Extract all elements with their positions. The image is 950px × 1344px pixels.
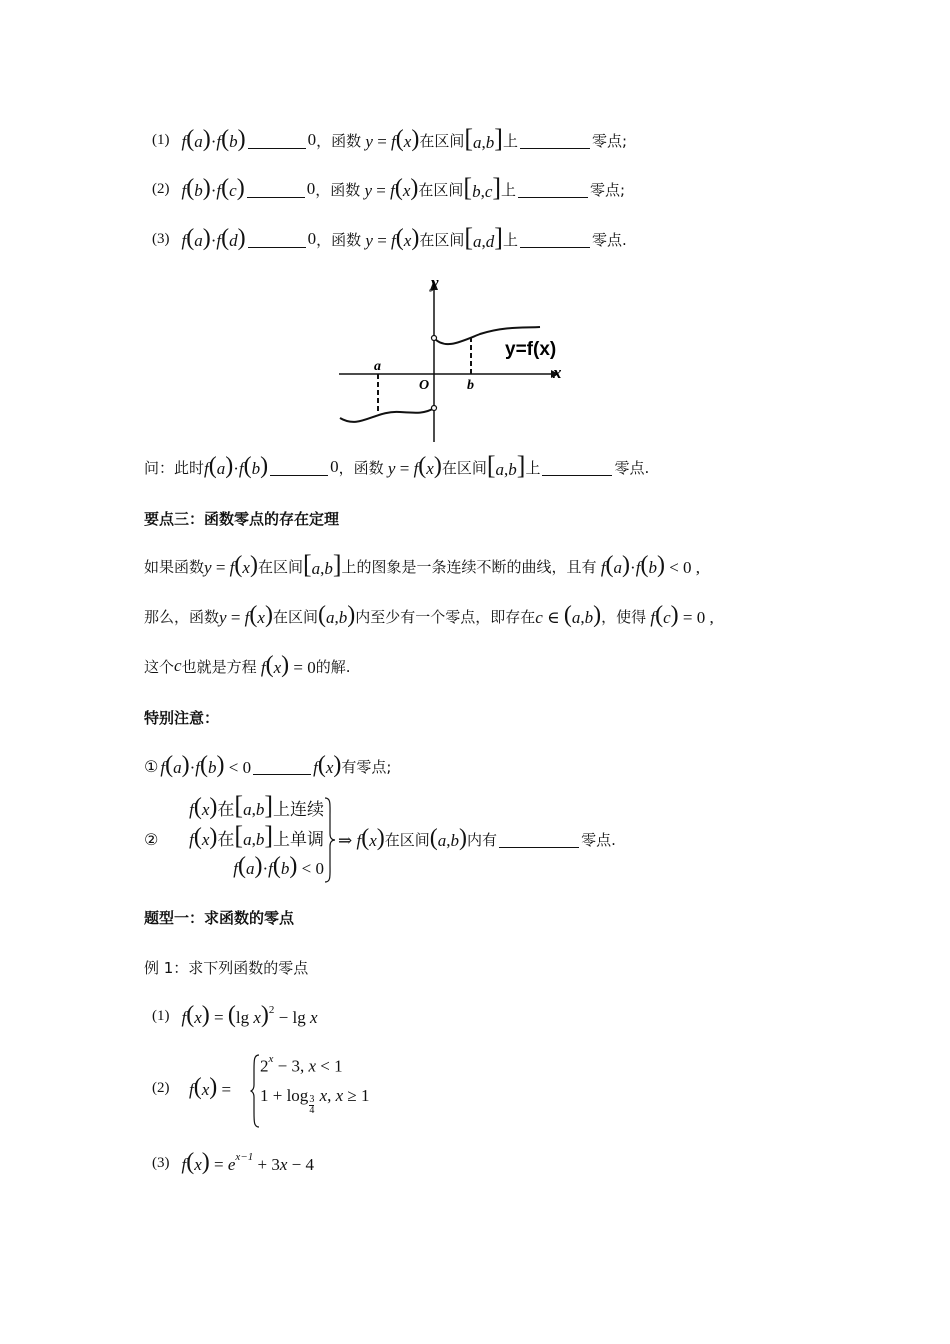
- answer-blank[interactable]: [248, 132, 306, 149]
- math-expression: f(a)·f(b) < 0 ,: [600, 552, 701, 578]
- text: 在区间: [257, 557, 303, 576]
- example-item-1: [152, 1001, 318, 1031]
- math-expression: f(a)·f(b): [204, 453, 269, 479]
- notice-title: 特别注意：: [144, 708, 220, 727]
- interval: (a,b): [317, 602, 356, 628]
- text: 零点.: [591, 230, 627, 249]
- answer-blank[interactable]: [518, 181, 588, 198]
- math-expression: y = f(x): [387, 453, 442, 479]
- answer-blank[interactable]: [248, 231, 306, 248]
- zero-value: 0: [307, 229, 317, 248]
- example-item-3: [152, 1148, 314, 1178]
- piece-2: 1 + log $\frac{3}{4}$ x, x ≥ 1: [260, 1086, 370, 1116]
- interval: [a,b]: [486, 451, 526, 480]
- text: 的解.: [315, 657, 351, 676]
- text: 在: [217, 830, 235, 849]
- text: 在区间: [384, 830, 430, 849]
- circled-number: ②: [144, 830, 159, 849]
- text: 也就是方程: [181, 657, 257, 676]
- conclusion: [338, 824, 616, 854]
- item-number: (3): [152, 230, 170, 247]
- interval: [a,d]: [464, 223, 503, 252]
- text: ，函数: [338, 458, 384, 477]
- text: 内至少有一个零点，即存在: [355, 607, 536, 626]
- answer-blank[interactable]: [253, 758, 311, 775]
- circled-number: ①: [144, 756, 159, 776]
- answer-blank[interactable]: [542, 459, 612, 476]
- text: 上: [502, 230, 518, 249]
- item-number: (1): [152, 1007, 170, 1024]
- question-3: [152, 224, 627, 254]
- interval: [a,b]: [302, 550, 342, 579]
- y-axis-label: y: [431, 273, 439, 292]
- text: 那么，函数: [144, 607, 220, 626]
- text: ，函数: [316, 131, 362, 150]
- question-2: [152, 174, 625, 204]
- condition-2: f(x)在[a,b]上单调: [189, 821, 324, 850]
- math-expression: y = f(x): [219, 602, 273, 628]
- zero-value: 0: [330, 457, 339, 476]
- theorem-line-2: [144, 601, 714, 631]
- theorem-line-3: [144, 651, 350, 681]
- text: 这个: [144, 657, 175, 676]
- item-number: (3): [152, 1154, 170, 1171]
- text: 零点;: [590, 180, 626, 199]
- math-expression: y = f(x): [204, 552, 258, 578]
- right-brace: [324, 796, 336, 884]
- text: 零点.: [581, 830, 616, 849]
- math-expression: f(x): [313, 752, 342, 778]
- example-item-2: [152, 1052, 452, 1132]
- text: 上: [502, 131, 518, 150]
- math-expression: f(x) = 0: [260, 652, 316, 678]
- item-number: (2): [152, 1080, 170, 1096]
- math-expression: y = f(x): [365, 225, 420, 251]
- text: 上连续: [273, 800, 324, 819]
- curve-label: y=f(x): [505, 339, 557, 360]
- answer-blank[interactable]: [247, 181, 305, 198]
- item-number: (1): [152, 131, 170, 148]
- text: 上: [501, 180, 517, 199]
- interval: (a,b): [429, 825, 468, 851]
- graph-question: [144, 452, 649, 482]
- math-expression: f(b)·f(c): [181, 175, 245, 201]
- text: 在区间: [418, 180, 464, 199]
- interval: [a,b]: [464, 124, 503, 153]
- section-title: 要点三：函数零点的存在定理: [144, 509, 340, 528]
- zero-value: 0: [307, 130, 317, 149]
- text: ，函数: [316, 230, 362, 249]
- left-brace: [250, 1054, 260, 1128]
- origin-label: O: [419, 378, 430, 393]
- math-expression: f(a)·f(b): [181, 126, 246, 152]
- interval: [b,c]: [463, 173, 502, 202]
- text: 内有: [467, 830, 498, 849]
- math-expression: f(a)·f(d): [181, 225, 246, 251]
- math-expression: y = f(x): [365, 126, 420, 152]
- piece-1: $2^x - 3$, x < 1: [260, 1053, 343, 1076]
- text: 上的图象是一条连续不断的曲线，且有: [341, 557, 597, 576]
- answer-blank[interactable]: [520, 231, 590, 248]
- item-number: (2): [152, 180, 170, 197]
- implies-symbol: ⇒ f(x): [338, 825, 385, 851]
- answer-blank[interactable]: [499, 831, 579, 848]
- math-expression: f(x) =: [189, 1074, 232, 1100]
- text: 零点;: [591, 131, 628, 150]
- theorem-line-1: [144, 551, 700, 581]
- text: 在区间: [441, 458, 487, 477]
- notice-item-1: [144, 751, 391, 781]
- text: 有零点;: [341, 757, 392, 776]
- zero-value: 0: [306, 179, 316, 198]
- point-a-label: a: [374, 359, 381, 374]
- math-expression: y = f(x): [364, 175, 419, 201]
- condition-3: f(a)·f(b) < 0: [233, 853, 324, 879]
- math-expression: c ∈ (a,b): [535, 602, 602, 628]
- math-expression: f(c) = 0 ,: [650, 602, 714, 628]
- text: 问：此时: [144, 458, 205, 477]
- math-expression: f(x) = (lg x)$^2$ − lg x: [181, 1002, 318, 1028]
- text: ，函数: [315, 180, 361, 199]
- x-axis-label: x: [553, 363, 562, 382]
- example-label: 例 1：求下列函数的零点: [144, 958, 309, 977]
- condition-1: f(x)在[a,b]上连续: [189, 791, 324, 820]
- function-graph: [335, 272, 575, 448]
- text: 在区间: [272, 607, 318, 626]
- text: 零点.: [614, 458, 650, 477]
- question-1: [152, 125, 627, 155]
- math-expression: f(a)·f(b) < 0: [160, 752, 252, 778]
- math-expression: $f(x) = e^{x-1} + 3x - 4$: [181, 1149, 314, 1175]
- text: 在区间: [419, 230, 465, 249]
- answer-blank[interactable]: [520, 132, 590, 149]
- text: ，使得: [601, 607, 647, 626]
- math-variable: c: [174, 656, 182, 675]
- point-b-label: b: [467, 378, 474, 393]
- text: 上: [525, 458, 541, 477]
- text: 上单调: [273, 830, 324, 849]
- text: 如果函数: [144, 557, 205, 576]
- section-title: 题型一：求函数的零点: [144, 908, 295, 927]
- answer-blank[interactable]: [270, 459, 328, 476]
- notice-item-2: [144, 791, 704, 886]
- text: 在: [217, 800, 235, 819]
- condition-list: [164, 791, 324, 883]
- text: 在区间: [419, 131, 465, 150]
